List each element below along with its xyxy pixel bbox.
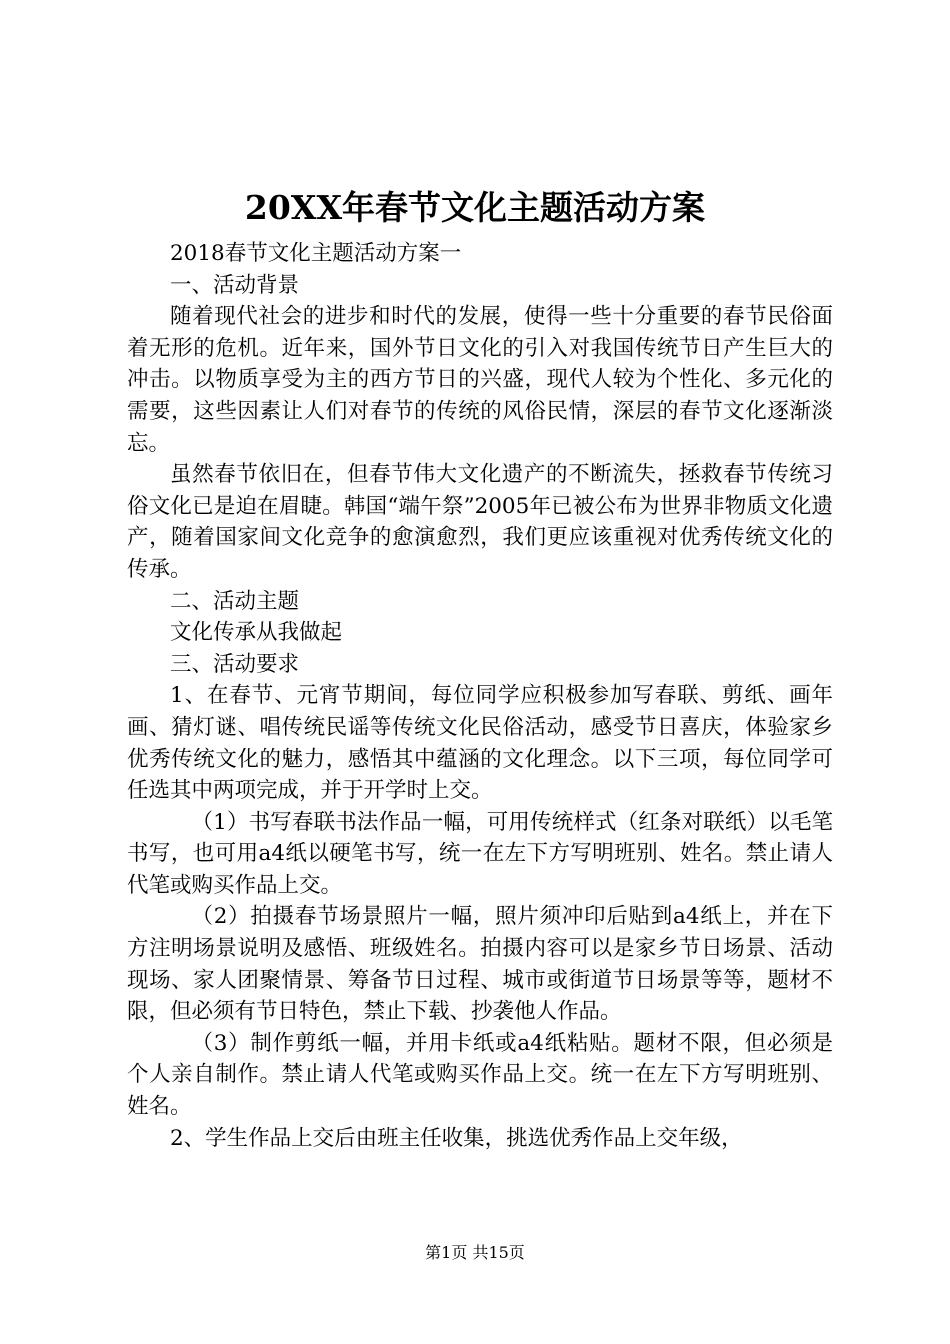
paragraph-requirement-1-item-2: （2）拍摄春节场景照片一幅，照片须冲印后贴到a4纸上，并在下方注明场景说明及感悟、班级姓名。拍摄内容可以是家乡节日场景、活动现场、家人团聚情景、筹备节日过程、城市或街道节日场景等等，题材不限，但必须有节日特色，禁止下载、抄袭他人作品。	[127, 904, 833, 1025]
document-title: 20XX年春节文化主题活动方案	[244, 188, 706, 227]
paragraph-requirement-2: 2、学生作品上交后由班主任收集，挑选优秀作品上交年级，	[170, 1125, 743, 1151]
paragraph-subtitle: 2018春节文化主题活动方案一	[170, 241, 462, 266]
paragraph-theme: 文化传承从我做起	[170, 620, 343, 646]
section-heading-requirements: 三、活动要求	[170, 651, 300, 677]
section-heading-background: 一、活动背景	[170, 272, 300, 298]
document-body	[127, 238, 833, 1154]
paragraph-background-2: 虽然春节依旧在，但春节伟大文化遗产的不断流失，拯救春节传统习俗文化已是迫在眉睫。韩国“端午祭”2005年已被公布为世界非物质文化遗产，随着国家间文化竞争的愈演愈烈，我们更应该重视对优秀传统文化的传承。	[127, 462, 833, 582]
section-heading-theme: 二、活动主题	[170, 588, 300, 614]
page-footer: 第1页 共15页	[425, 1243, 525, 1262]
paragraph-requirement-1-item-1: （1）书写春联书法作品一幅，可用传统样式（红条对联纸）以毛笔书写，也可用a4纸以硬笔书写，统一在左下方写明班别、姓名。禁止请人代笔或购买作品上交。	[127, 809, 833, 898]
paragraph-requirement-1-item-3: （3）制作剪纸一幅，并用卡纸或a4纸粘贴。题材不限，但必须是个人亲自制作。禁止请人代笔或购买作品上交。统一在左下方写明班别、姓名。	[127, 1030, 833, 1120]
paragraph-requirement-1: 1、在春节、元宵节期间，每位同学应积极参加写春联、剪纸、画年画、猜灯谜、唱传统民谣等传统文化民俗活动，感受节日喜庆，体验家乡优秀传统文化的魅力，感悟其中蕴涵的文化理念。以下三项，每位同学可任选其中两项完成，并于开学时上交。	[127, 683, 833, 804]
paragraph-background-1: 随着现代社会的进步和时代的发展，使得一些十分重要的春节民俗面着无形的危机。近年来，国外节日文化的引入对我国传统节日产生巨大的冲击。以物质享受为主的西方节日的兴盛，现代人较为个性化、多元化的需要，这些因素让人们对春节的传统的风俗民情，深层的春节文化逐渐淡忘。	[127, 304, 833, 456]
